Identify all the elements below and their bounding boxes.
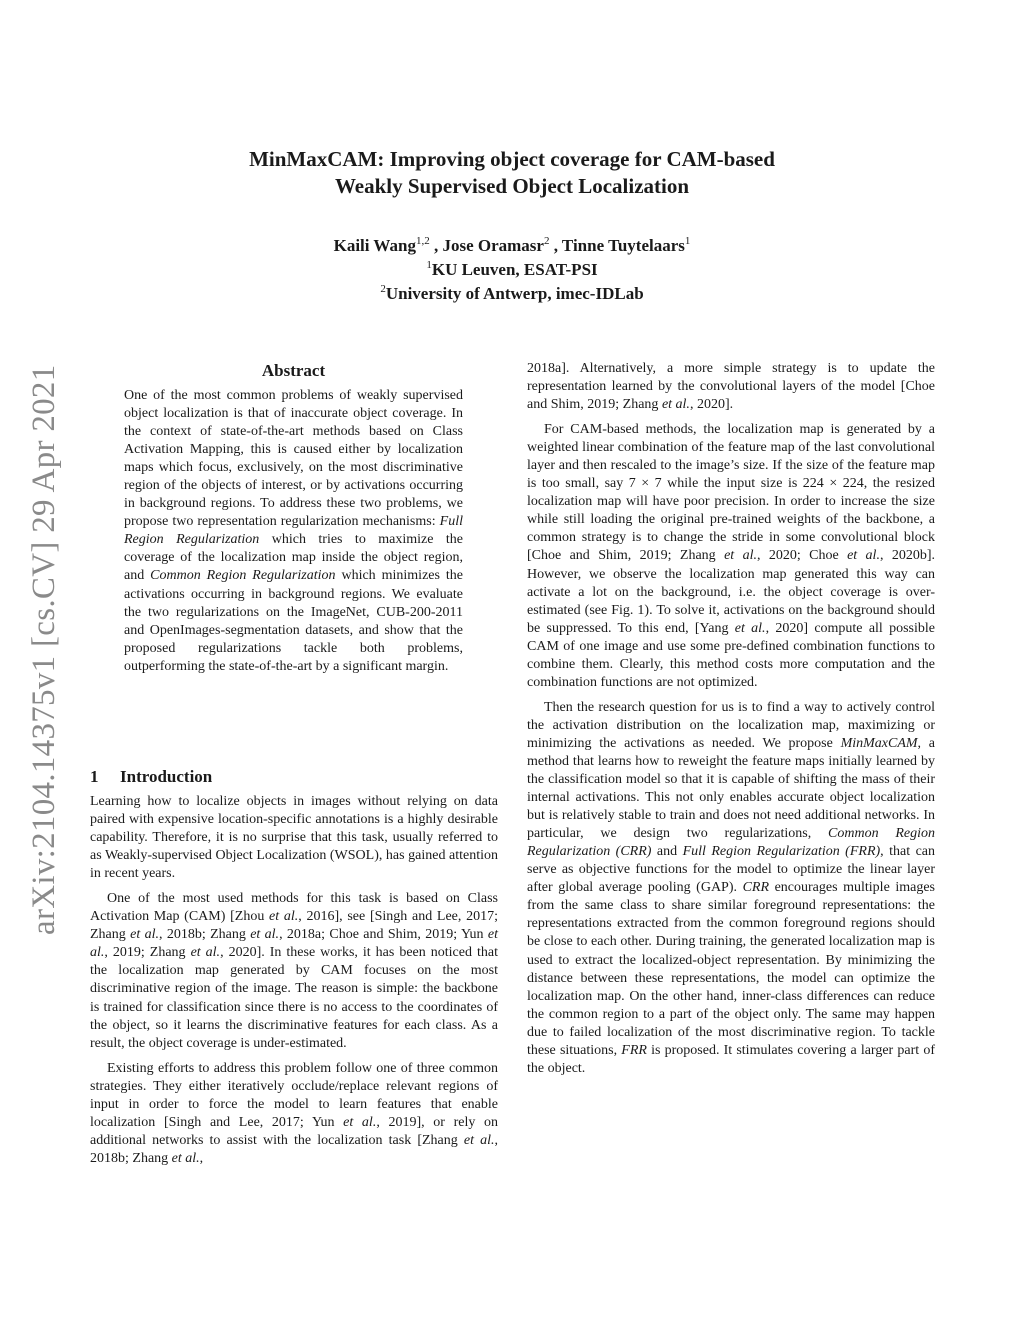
emphasis: et al. — [734, 620, 766, 636]
text-run: which tries to maximize the coverage of the localization map inside the object region, and — [124, 532, 463, 584]
title-line-2: Weakly Supervised Object Localization — [334, 174, 690, 198]
text-run: , 2020]. In these works, it has been noticed that the localization map generated by CAM focuses on the most discriminative region of the image. The reason is simple: the backbone is trained for classification since there is no access to the coordinates of the object, so it learns the discriminative features for each class. As a result, the object coverage is under-estimated. — [90, 945, 498, 1051]
text-run: Existing efforts to address this problem follow one of three common strategies. They either iteratively occlude/replace relevant regions of input in order to force the model to learn features that enable localization [Singh and Lee, 2017; Yun — [90, 1060, 498, 1130]
affiliation-1 — [150, 258, 874, 282]
text-run: One of the most used methods for this task is based on Class Activation Map (CAM) [Zhou — [90, 891, 498, 925]
paragraph: Learning how to localize objects in images without relying on data paired with expensive location-specific annotations is a highly desirable capability. Therefore, it is no surprise that this task, usually referred to as Weakly-supervised Object Localization (WSOL), has gained attention in recent years. — [90, 794, 498, 882]
author-affiliation-mark: 2 — [543, 235, 550, 247]
abstract-heading: Abstract — [261, 361, 326, 380]
paragraph — [90, 1060, 498, 1168]
text-run: , 2018a; Choe and Shim, 2019; Yun — [279, 927, 488, 943]
paper-title — [150, 146, 874, 200]
emphasis: et al. — [343, 1114, 377, 1130]
emphasis: et al. — [724, 548, 757, 564]
affiliation-text: University of Antwerp, imec-IDLab — [385, 284, 644, 303]
section-title: Introduction — [120, 767, 213, 786]
emphasis: et al. — [250, 927, 280, 943]
paragraph — [527, 699, 935, 1078]
emphasis: et al. — [90, 927, 499, 961]
emphasis: Common Region Regularization — [150, 568, 336, 584]
paragraph — [90, 890, 498, 1052]
text-run: Then the research question for us is to find a way to actively control the activation distribution on the localization map, maximizing or minimizing the activations as needed. We propose — [527, 699, 935, 751]
paragraph — [527, 360, 935, 414]
author-block — [150, 234, 874, 306]
text-run: For CAM-based methods, the localization map is generated by a weighted linear combination of the feature map of the last convolutional layer and then rescaled to the image’s size. If the size of the feature map is too small, say 7 × 7 while the input size is 224 × 224, the resized localization map will have poor precision. In order to increase the size while still loading the original pre-trained weights of the backbone, a common strategy is to change the stride in some convolutional block [Choe and Shim, 2019; Zhang — [527, 422, 935, 564]
text-run: , that can serve as objective functions for the model to optimize the linear layer after global average pooling (GAP). — [527, 844, 936, 896]
text-run: , 2018b; Zhang — [90, 1132, 498, 1166]
abstract-text — [124, 387, 463, 676]
title-line-1: MinMaxCAM: Improving object coverage for CAM-based — [249, 147, 775, 171]
emphasis: MinMaxCAM — [840, 735, 918, 751]
emphasis: et al. — [171, 1150, 200, 1166]
emphasis: et al. — [190, 945, 221, 961]
emphasis: et al. — [463, 1132, 495, 1148]
emphasis: FRR — [621, 1042, 647, 1058]
text-run: and — [651, 844, 683, 860]
author-name: Tinne Tuytelaars — [561, 236, 685, 255]
emphasis: et al. — [661, 397, 690, 413]
emphasis: Full Region Regularization — [124, 514, 463, 548]
affiliation-text: KU Leuven, ESAT-PSI — [431, 260, 598, 279]
text-run: One of the most common problems of weakly supervised object localization is that of inaccurate object coverage. In the context of state-of-the-art methods based on Class Activation Mapping, this is caused either by localization maps which focus, exclusively, on the most discriminative region of the objects of interest, or by activations occurring in background regions. To address these two problems, we propose two representation regularization mechanisms: — [124, 388, 463, 530]
arxiv-identifier: arXiv:2104.14375v1 [cs.CV] 29 Apr 2021 — [26, 364, 62, 936]
affiliation-2 — [150, 282, 874, 306]
text-run: , 2020] compute all possible CAM of one image and use some pre-defined combination functions to combine them. Clearly, this method costs more computation and the combination functions are not optimized. — [527, 620, 935, 690]
text-run: , a method that learns how to reweight the feature maps initially learned by the classification model so that it is capable of shifting the mass of their internal activations. This not only enables accurate object localization but is relatively stable to train and does not need additional networks. In particular, we design two regularizations, — [527, 735, 935, 842]
emphasis: Full Region Regularization (FRR) — [682, 844, 881, 860]
author-affiliation-mark: 1,2 — [415, 235, 430, 247]
section-heading-introduction — [90, 766, 498, 788]
text-run: which minimizes the activations occurring in background regions. We evaluate the two regularizations on the ImageNet, CUB-200-2011 and OpenImages-segmentation datasets, and show that the proposed regularizations tackle both problems, outperforming the state-of-the-art by a significant margin. — [124, 568, 464, 674]
text-run: 2018a]. Alternatively, a more simple strategy is to update the representation learned by the convolutional layers of the model [Choe and Shim, 2019; Zhang — [527, 361, 935, 413]
emphasis: et al. — [130, 927, 159, 943]
paragraph — [527, 421, 935, 692]
text-run: , 2019], or rely on additional networks to assist with the localization task [Zhang — [90, 1114, 499, 1148]
text-run: , 2020b]. However, we observe the localization map generated this way can activate a lot on the background, i.e. the object coverage is over-estimated (see Fig. 1). To solve it, activations on the background should be suppressed. To this end, [Yang — [527, 548, 935, 636]
emphasis: et al. — [269, 909, 299, 925]
text-run: is proposed. It stimulates covering a larger part of the object. — [527, 1042, 935, 1076]
emphasis: CRR — [742, 880, 770, 896]
emphasis: et al. — [847, 548, 880, 564]
right-column-body — [527, 360, 935, 1078]
author-name: Kaili Wang — [333, 236, 416, 255]
section-number: 1 — [90, 767, 99, 786]
affiliation-mark: 1 — [426, 259, 432, 271]
text-run: encourages multiple images from the same class to share similar foreground representations: the representations extracted from the common foreground regions should be close to each other. During training, the generated localization map is used to extract the localized-object representation. By minimizing the distance between these representations, the model can optimize the localization map. On the other hand, inner-class differences can reduce the common region to a part of the object only. The same may happen due to failed localization of the most discriminative region. To tackle these situations, — [527, 880, 935, 1058]
text-run: , 2020; Choe — [756, 548, 848, 564]
author-name: Jose Oramasr — [442, 236, 544, 255]
text-run: , 2020]. — [689, 397, 734, 413]
author-list: Kaili Wang$^{1,2}$ , Jose Oramasr$^2$ , Tinne Tuytelaars$^1$ — [333, 235, 691, 255]
text-run: , 2019; Zhang — [104, 945, 191, 961]
text-run: , 2016], see [Singh and Lee, 2017; Zhang — [90, 909, 498, 943]
affiliation-mark: 2 — [380, 283, 386, 295]
text-run: , — [199, 1150, 204, 1166]
emphasis: Common Region Regularization (CRR) — [527, 826, 936, 860]
author-affiliation-mark: 1 — [684, 235, 691, 247]
text-run: , 2018b; Zhang — [158, 927, 251, 943]
left-column-body — [90, 793, 498, 1168]
